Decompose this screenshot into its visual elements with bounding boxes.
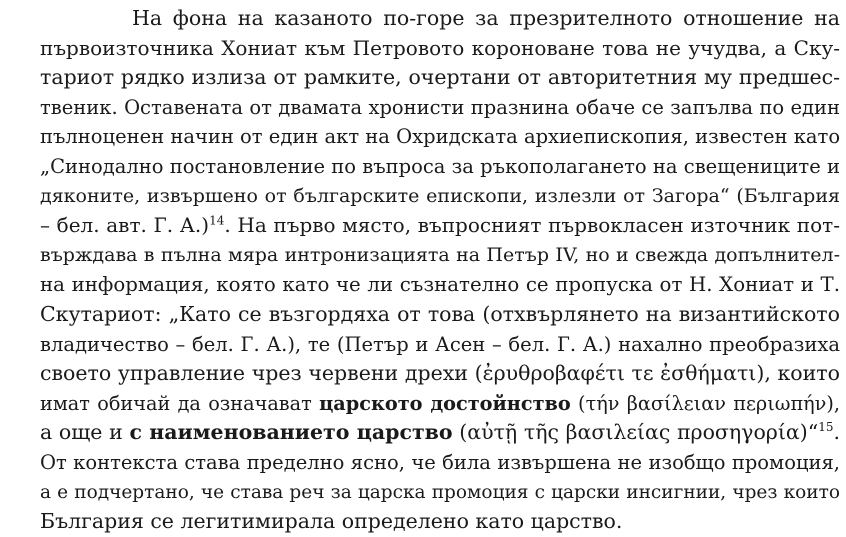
text-span: върждава в пълна мяра интронизацията на Петър IV, но и свежда допълнител-: [40, 243, 840, 266]
text-span: (αὐτῇ τῆς βασιλείας προσηγορία)“: [452, 420, 819, 445]
bold-term: с наименованието царство: [129, 420, 453, 445]
text-span: своето управление чрез червени дрехи (ἐρυθροβαφέτι τε ἐσθήματι), които: [40, 361, 840, 386]
text-span: първоизточника Хониат към Петровото короноване това не учудва, а Ску-: [40, 35, 840, 60]
text-line: [40, 241, 840, 271]
text-span: „Синодално постановление по въпроса за ръкополагането на свещениците и: [40, 154, 840, 178]
text-span: а е подчертано, че става реч за царска промоция с царски инсигнии, чрез които: [40, 481, 840, 503]
text-line: [40, 389, 840, 419]
text-span: Скутариот: „Като се възгордяха от това (отхвърлянето на византийското: [40, 301, 840, 326]
text-span: на информация, която като че ли съзнателно се пропуска от Н. Хониат и Т.: [40, 273, 840, 297]
text-line: [40, 182, 840, 212]
text-line: [40, 270, 840, 300]
text-span: От контекста става пределно ясно, че била извършена не изобщо промоция,: [40, 450, 840, 474]
text-line: [40, 122, 840, 152]
text-span: .: [833, 420, 840, 445]
text-span: тариот рядко излиза от рамките, очертани от авторитетния му предшес-: [40, 65, 840, 90]
text-span: България се легитимирала определено като царство.: [40, 509, 623, 534]
text-line: [40, 478, 840, 508]
text-span: – бел. авт. Г. А.): [40, 213, 210, 238]
text-line: [40, 63, 840, 93]
text-line: [40, 93, 840, 123]
text-span: а още и: [40, 420, 130, 445]
text-span: На фона на казаното по-горе за презрителното отношение на: [132, 6, 840, 30]
text-span: имат обичай да означават: [40, 391, 320, 415]
text-span: дяконите, извършено от българските епископи, излезли от Загора“ (България: [40, 184, 840, 207]
text-span: пълноценен начин от един акт на Охридската архиепископия, известен като: [40, 125, 840, 149]
text-span: (τήν βασίλειαν περιωπήν),: [570, 391, 840, 415]
footnote-ref-15[interactable]: 15: [818, 420, 834, 435]
text-span: владичество – бел. Г. А.), те (Петър и Асен – бел. Г. А.) нахално преобразиха: [40, 332, 840, 356]
text-line: [40, 359, 840, 389]
bold-term: царското достойнство: [319, 391, 571, 415]
text-span: твеник. Оставената от двамата хронисти празнина обаче се запълва по един: [40, 95, 840, 119]
text-line: [40, 211, 840, 241]
text-line: [40, 152, 840, 182]
text-line: [40, 330, 840, 360]
text-span: . На първо място, въпросният първокласен източник пот-: [224, 213, 840, 238]
body-paragraph: [40, 4, 840, 537]
text-line: [40, 4, 840, 34]
text-line: [40, 300, 840, 330]
text-line: [40, 34, 840, 64]
text-line: [40, 448, 840, 478]
footnote-ref-14[interactable]: 14: [209, 213, 225, 228]
text-line: [40, 418, 840, 448]
